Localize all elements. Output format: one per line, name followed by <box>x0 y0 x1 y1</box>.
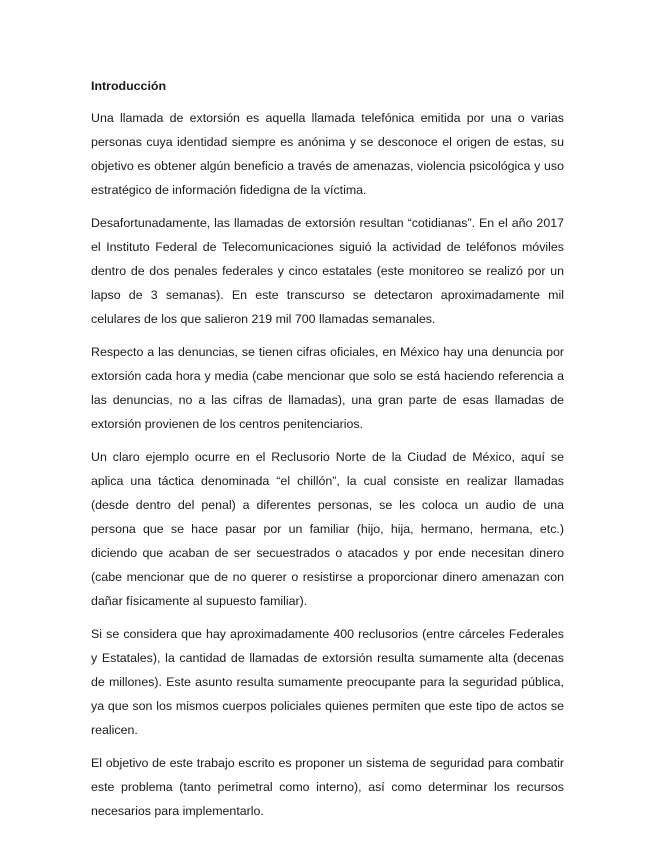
paragraph-scale: Si se considera que hay aproximadamente 400 reclusorios (entre cárceles Federales y Estatales), la cantidad de llamadas de extorsión resulta sumamente alta (decenas de millones). Este asunto resulta sumamente preocupante para la seguridad pública, ya que son los mismos cuerpos policiales quienes permiten que este tipo de actos se realicen. <box>91 627 564 737</box>
paragraph-example: Un claro ejemplo ocurre en el Reclusorio Norte de la Ciudad de México, aquí se aplica una táctica denominada “el chillón”, la cual consiste en realizar llamadas (desde dentro del penal) a diferentes personas, se les coloca un audio de una persona que se hace pasar por un familiar (hijo, hija, hermano, hermana, etc.) diciendo que acaban de ser secuestrados o atacados y por ende necesitan dinero (cabe mencionar que de no querer o resistirse a proporcionar dinero amenazan con dañar físicamente al supuesto familiar). <box>91 450 564 608</box>
section-heading: Introducción <box>91 79 167 93</box>
paragraph-objective: El objetivo de este trabajo escrito es proponer un sistema de seguridad para combatir este problema (tanto perimetral como interno), así como determinar los recursos necesarios para implementarlo. <box>91 756 564 818</box>
paragraph-statistics: Desafortunadamente, las llamadas de extorsión resultan “cotidianas”. En el año 2017 el Instituto Federal de Telecomunicaciones siguió la actividad de teléfonos móviles dentro de dos penales federales y cinco estatales (este monitoreo se realizó por un lapso de 3 semanas). En este transcurso se detectaron aproximadamente mil celulares de los que salieron 219 mil 700 llamadas semanales. <box>91 216 564 326</box>
paragraph-definition: Una llamada de extorsión es aquella llamada telefónica emitida por una o varias personas cuya identidad siempre es anónima y se desconoce el origen de estas, su objetivo es obtener algún beneficio a través de amenazas, violencia psicológica y uso estratégico de información fidedigna de la víctima. <box>91 111 564 197</box>
paragraph-complaints: Respecto a las denuncias, se tienen cifras oficiales, en México hay una denuncia por extorsión cada hora y media (cabe mencionar que solo se está haciendo referencia a las denuncias, no a las cifras de llamadas), una gran parte de esas llamadas de extorsión provienen de los centros penitenciarios. <box>91 345 564 431</box>
document-body <box>91 74 564 832</box>
